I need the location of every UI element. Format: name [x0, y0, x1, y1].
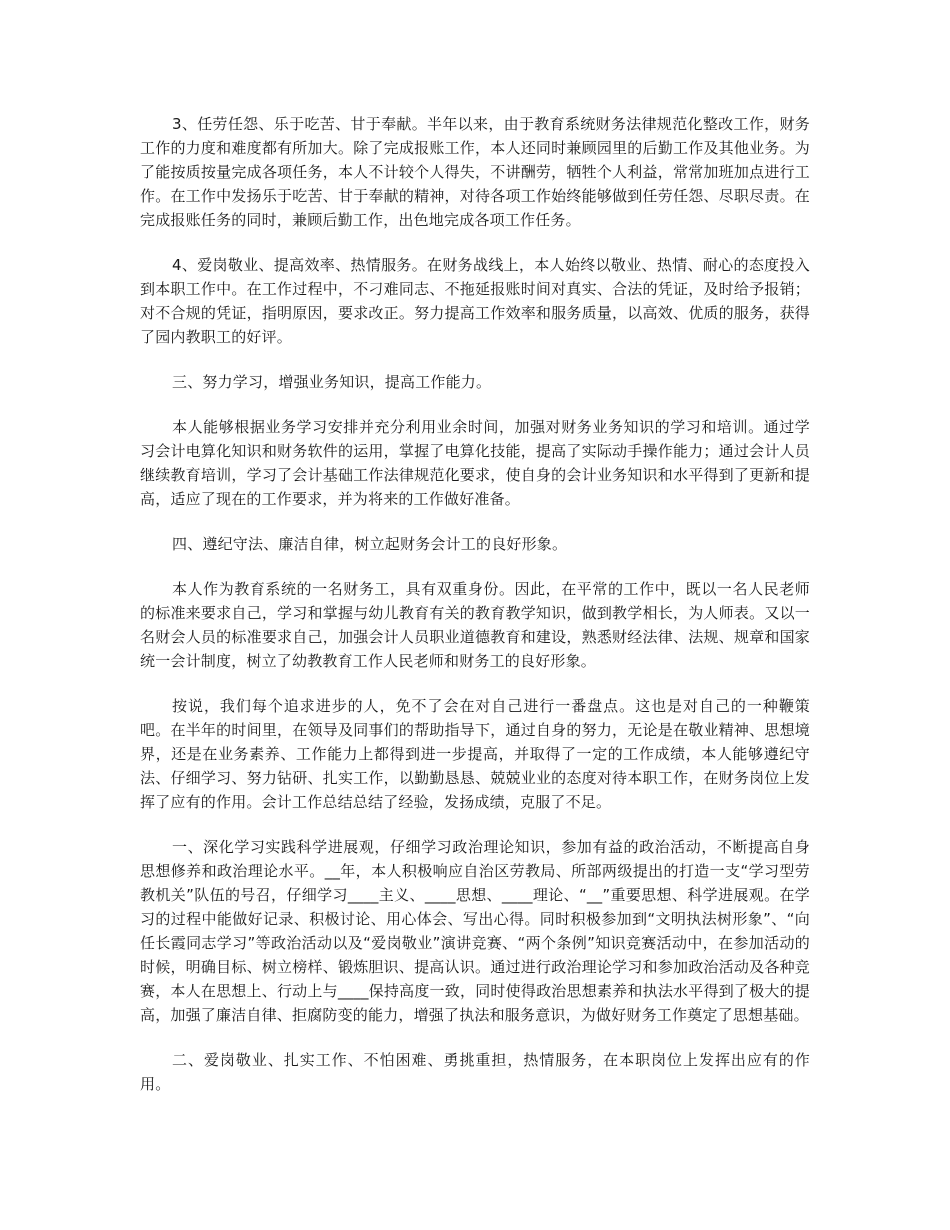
section-heading-study: 三、努力学习，增强业务知识，提高工作能力。 [172, 373, 492, 391]
paragraph-item-4: 4、爱岗敬业、提高效率、热情服务。在财务战线上，本人始终以敬业、热情、耐心的态度投入到本职工作中。在工作过程中，不刁难同志、不拖延报账时间对真实、合法的凭证，及时给予报销；对不合规的凭证，指明原因，要求改正。努力提高工作效率和服务质量，以高效、优质的服务，获得了园内教职工的好评。 [140, 256, 810, 346]
paragraph-item-3: 3、任劳任怨、乐于吃苦、甘于奉献。半年以来，由于教育系统财务法律规范化整改工作，财务工作的力度和难度都有所加大。除了完成报账工作，本人还同时兼顾园里的后勤工作及其他业务。为了能按质按量完成各项任务，本人不计较个人得失，不讲酬劳，牺牲个人利益，常常加班加点进行工作。在工作中发扬乐于吃苦、甘于奉献的精神，对待各项工作始终能够做到任劳任怨、尽职尽责。在完成报账任务的同时，兼顾后勤工作，出色地完成各项工作任务。 [140, 115, 810, 229]
section-heading-two: 二、爱岗敬业、扎实工作、不怕困难、勇挑重担，热情服务，在本职岗位上发挥出应有的作用。 [140, 1051, 810, 1093]
paragraph-section-one: 一、深化学习实践科学进展观，仔细学习政治理论知识，参加有益的政治活动，不断提高自身思想修养和政治理论水平。__年，本人积极响应自治区劳教局、所部两级提出的打造一支“学习型劳教机关”队伍的号召，仔细学习____主义、____思想、____理论、“__”重要思想、科学进展观。在学习的过程中能做好记录、积极讨论、用心体会、写出心得。同时积极参加到“文明执法树形象”、“向任长霞同志学习”等政治活动以及“爱岗敬业”演讲竞赛、“两个条例”知识竞赛活动中，在参加活动的时候，明确目标、树立榜样、锻炼胆识、提高认识。通过进行政治理论学习和参加政治活动及各种竞赛，本人在思想上、行动上与____保持高度一致，同时使得政治思想素养和执法水平得到了极大的提高，加强了廉洁自律、拒腐防变的能力，增强了执法和服务意识，为做好财务工作奠定了思想基础。 [140, 838, 810, 1024]
section-heading-discipline: 四、遵纪守法、廉洁自律，树立起财务会计工的良好形象。 [172, 535, 568, 553]
document-body [140, 112, 810, 1117]
paragraph-study: 本人能够根据业务学习安排并充分利用业余时间，加强对财务业务知识的学习和培训。通过学习会计电算化知识和财务软件的运用，掌握了电算化技能，提高了实际动手操作能力；通过会计人员继续教育培训，学习了会计基础工作法律规范化要求，使自身的会计业务知识和水平得到了更新和提高，适应了现在的工作要求，并为将来的工作做好准备。 [140, 418, 810, 508]
paragraph-summary: 按说，我们每个追求进步的人，免不了会在对自己进行一番盘点。这也是对自己的一种鞭策吧。在半年的时间里，在领导及同事们的帮助指导下，通过自身的努力，无论是在敬业精神、思想境界，还是在业务素养、工作能力上都得到进一步提高，并取得了一定的工作成绩，本人能够遵纪守法、仔细学习、努力钻研、扎实工作，以勤勤恳恳、兢兢业业的态度对待本职工作，在财务岗位上发挥了应有的作用。会计工作总结总结了经验，发扬成绩，克服了不足。 [140, 697, 810, 811]
paragraph-discipline: 本人作为教育系统的一名财务工，具有双重身份。因此，在平常的工作中，既以一名人民老师的标准来要求自己，学习和掌握与幼儿教育有关的教育教学知识，做到教学相长，为人师表。又以一名财会人员的标准要求自己，加强会计人员职业道德教育和建设，熟悉财经法律、法规、规章和国家统一会计制度，树立了幼教教育工作人民老师和财务工的良好形象。 [140, 580, 810, 670]
